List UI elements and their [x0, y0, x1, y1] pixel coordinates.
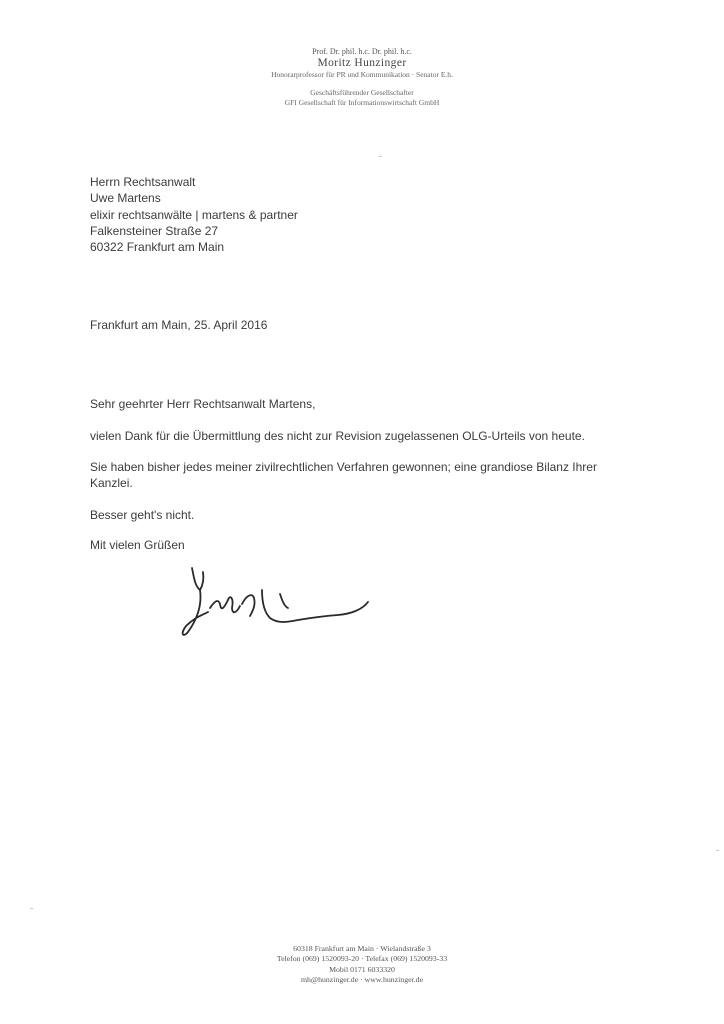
footer-phone-fax: Telefon (069) 1520093-20 · Telefax (069) 1520093-33 — [276, 954, 448, 964]
salutation: Sehr geehrter Herr Rechtsanwalt Martens, — [90, 397, 316, 411]
letterhead — [0, 47, 724, 108]
letter-date: Frankfurt am Main, 25. April 2016 — [90, 318, 268, 332]
recipient-street: Falkensteiner Straße 27 — [90, 223, 219, 238]
scan-speck — [379, 156, 382, 157]
recipient-city: 60322 Frankfurt am Main — [90, 240, 225, 255]
body-paragraph-1: vielen Dank für die Übermittlung des nicht zur Revision zugelassenen OLG-Urteils von heute. — [90, 429, 585, 443]
footer-email-web: mh@hunzinger.de · www.hunzinger.de — [300, 975, 424, 985]
recipient-address — [90, 174, 298, 255]
letterhead-position: Geschäftsführender Gesellschafter — [310, 88, 414, 97]
letterhead-titles: Prof. Dr. phil. h.c. Dr. phil. h.c. — [312, 47, 412, 56]
letterhead-company: GFI Gesellschaft für Informationswirtschaft GmbH — [284, 98, 440, 107]
body-paragraph-3: Besser geht's nicht. — [90, 508, 195, 522]
recipient-firm: elixir rechtsanwälte | martens & partner — [90, 207, 298, 222]
scan-speck — [30, 908, 33, 909]
recipient-name: Uwe Martens — [90, 191, 161, 206]
letterhead-role: Honorarprofessor für PR und Kommunikation · Senator E.h. — [271, 70, 453, 79]
handwritten-signature — [170, 560, 400, 640]
letter-footer — [0, 944, 724, 986]
footer-address: 60318 Frankfurt am Main · Wielandstraße 3 — [293, 944, 431, 953]
footer-mobile: Mobil 0171 6033320 — [329, 964, 395, 974]
body-paragraph-2: Sie haben bisher jedes meiner zivilrechtlichen Verfahren gewonnen; eine grandiose Bilanz Ihrer Kanzlei. — [90, 460, 597, 490]
closing: Mit vielen Grüßen — [90, 538, 185, 552]
letterhead-name: Moritz Hunzinger — [317, 57, 407, 69]
scan-speck — [716, 850, 719, 851]
recipient-line: Herrn Rechtsanwalt — [90, 175, 196, 189]
